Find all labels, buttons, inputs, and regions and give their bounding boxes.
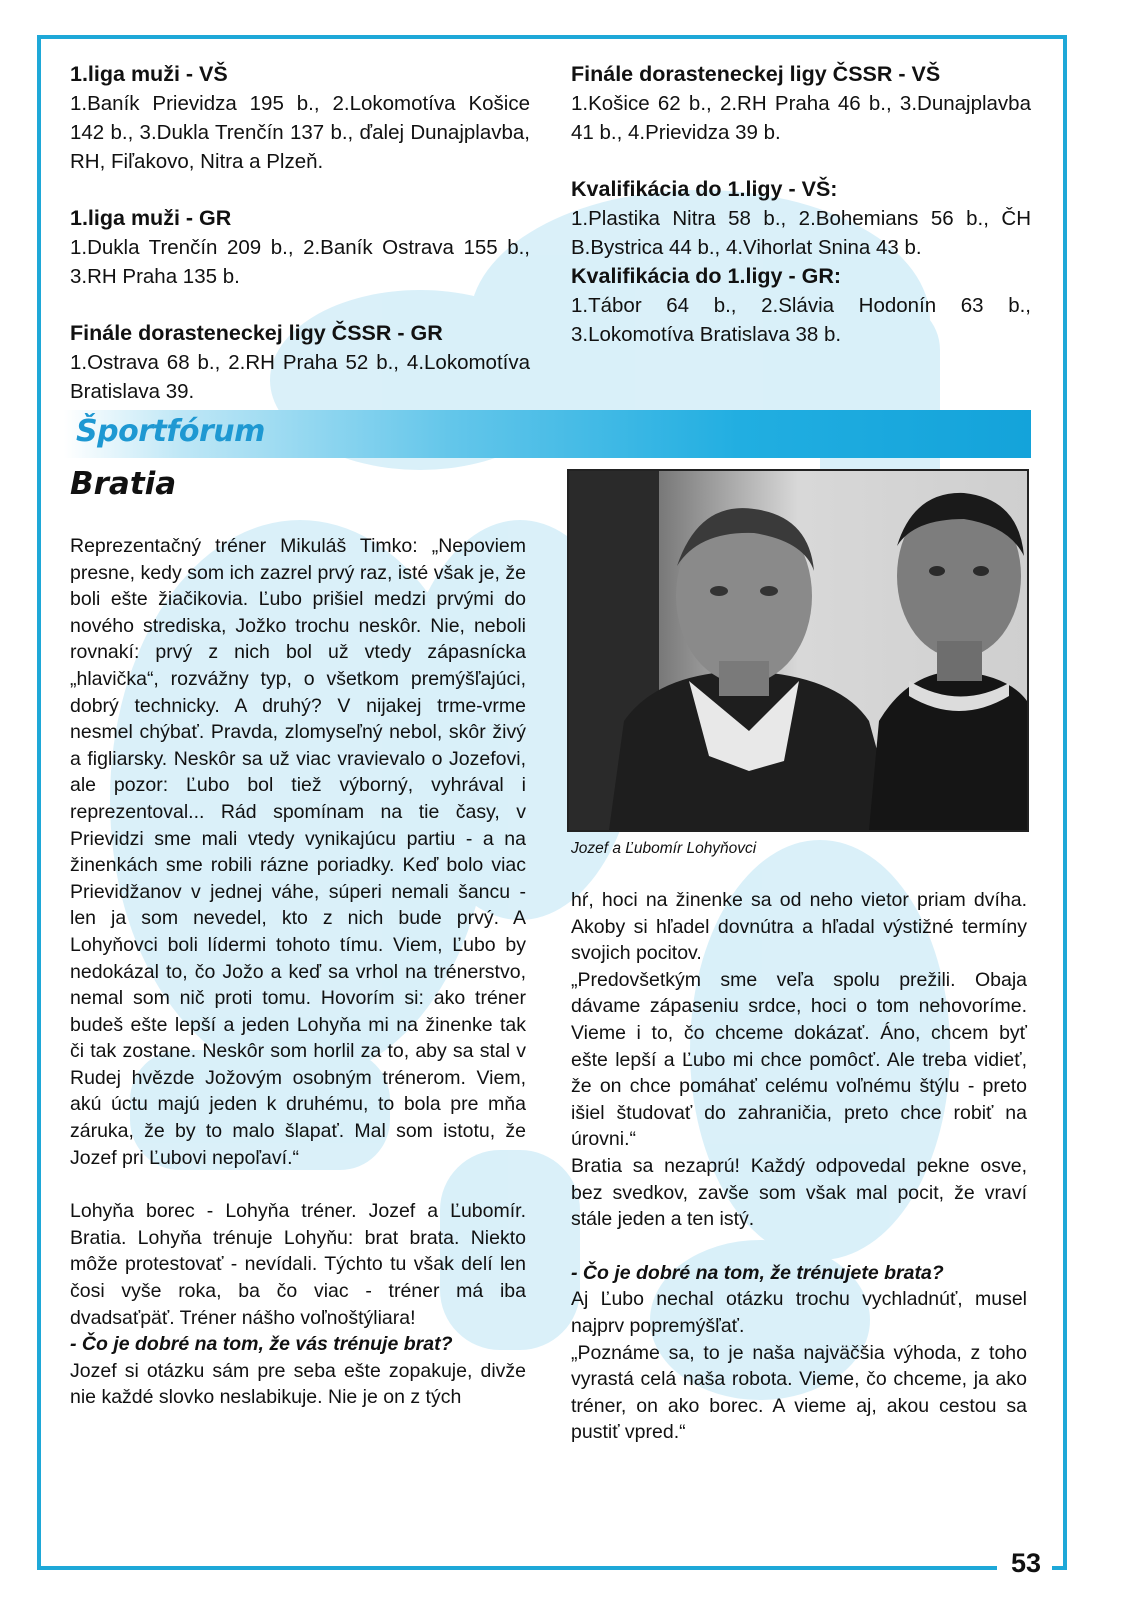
result-text: 1.Košice 62 b., 2.RH Praha 46 b., 3.Dunajplavba 41 b., 4.Prievidza 39 b.: [571, 92, 1031, 144]
article-paragraph: „Predovšetkým sme veľa spolu prežili. Obaja dávame zápaseniu srdce, hoci o tom nehovoríme. Vieme i to, čo chceme dokázať. Áno, chcem byť ešte lepší a Ľubo mi chce pomôcť. Ale treba vidieť, že on chce pomáhať celému voľnému štýlu - preto išiel študovať do zahraničia, preto chce robiť na úrovni.“: [571, 968, 1027, 1151]
interview-question: - Čo je dobré na tom, že trénujete brata?: [571, 1261, 944, 1284]
result-heading: 1.liga muži - GR: [70, 206, 232, 230]
article-title: Bratia: [70, 466, 177, 502]
brothers-photo: [567, 469, 1029, 832]
article-paragraph: Reprezentačný tréner Mikuláš Timko: „Nepoviem presne, kedy som ich zazrel prvý raz, isté však je, že boli ešte žiačikovia. Ľubo prišiel medzi prvými do nového strediska, Jožko trochu neskôr. Nie, neboli rovnakí: prvý z nich bol už vtedy zápasnícka „hlavička“, rozvážny typ, o všetkom premýšľajúci, dobrý technicky. A druhý? V nijakej trme-vrme nesmel chýbať. Pravda, zlomyseľný nebol, skôr živý a figliarsky. Neskôr sa už viac vravievalo o Jozefovi, ale pozor: Ľubo bol tiež výborný, vyhrával i reprezentoval... Rád spomínam na tie časy, v Prievidzi sme mali vtedy vynikajúcu partiu - a na žinenkách sme robili rázne poriadky. Keď bolo viac Prievidžanov v jednej váhe, súperi nemali šancu - len ja som nevedel, kto z nich bude prvý. A Lohyňovci boli lídermi tohoto tímu. Viem, Ľubo by nedokázal to, čo Jožo a keď sa vrhol na trénerstvo, nemal som nič proti tomu. Hovorím si: ako tréner budeš ešte lepší a jeden Lohyňa mi na žinenke tak či tak zostane. Neskôr som horlil za to, aby sa stal v Rudej hvězde Jožovým osobným trénerom. Viem, akú úctu majú jeden k druhému, to bola pre mňa záruka, že by to malo šlapať. Mal som istotu, že Jozef pri Ľubovi nepoľaví.“: [70, 535, 526, 1169]
section-label: Športfórum: [76, 414, 265, 449]
result-heading: Kvalifikácia do 1.ligy - GR:: [571, 264, 842, 288]
result-heading: Kvalifikácia do 1.ligy - VŠ:: [571, 177, 838, 201]
results-column-left: [70, 60, 530, 406]
article-column-right: [571, 887, 1027, 1446]
article-column-left: [70, 533, 526, 1411]
results-column-right: [571, 60, 1031, 349]
result-text: 1.Dukla Trenčín 209 b., 2.Baník Ostrava 155 b., 3.RH Praha 135 b.: [70, 236, 530, 288]
result-heading: Finále dorasteneckej ligy ČSSR - GR: [70, 321, 443, 345]
result-text: 1.Plastika Nitra 58 b., 2.Bohemians 56 b., ČH B.Bystrica 44 b., 4.Vihorlat Snina 43 b.: [571, 207, 1031, 259]
result-text: 1.Tábor 64 b., 2.Slávia Hodonín 63 b., 3.Lokomotíva Bratislava 38 b.: [571, 294, 1031, 346]
interview-question: - Čo je dobré na tom, že vás trénuje brat?: [70, 1333, 453, 1356]
article-paragraph: Aj Ľubo nechal otázku trochu vychladnúť, musel najprv popremýšľať.: [571, 1288, 1027, 1337]
article-paragraph: hŕ, hoci na žinenke sa od neho vietor priam dvíha. Akoby si hľadel dovnútra a hľadal výstižné termíny svojich pocitov.: [571, 889, 1027, 965]
article-paragraph: Jozef si otázku sám pre seba ešte zopakuje, divže nie každé slovko neslabikuje. Nie je on z tých: [70, 1359, 526, 1409]
result-heading: Finále dorasteneckej ligy ČSSR - VŠ: [571, 62, 941, 86]
article-paragraph: „Poznáme sa, to je naša najväčšia výhoda, z toho vyrastá celá naša robota. Vieme, čo chceme, ja ako tréner, on ako borec. A vieme aj, akou cestou sa pustiť vpred.“: [571, 1341, 1027, 1444]
page-number: 53: [1000, 1548, 1052, 1579]
result-heading: 1.liga muži - VŠ: [70, 62, 228, 86]
photo-image: [569, 471, 1027, 830]
result-text: 1.Ostrava 68 b., 2.RH Praha 52 b., 4.Lokomotíva Bratislava 39.: [70, 351, 530, 403]
article-paragraph: Lohyňa borec - Lohyňa tréner. Jozef a Ľubomír. Bratia. Lohyňa trénuje Lohyňu: brat brata. Niekto môže protestovať - nevídali. Týchto tu však delí len čosi vyše roka, ba čo viac - tréner má iba dvadsaťpäť. Tréner nášho voľnoštýliara!: [70, 1200, 526, 1329]
article-paragraph: Bratia sa nezaprú! Každý odpovedal pekne osve, bez svedkov, zavše som však mal pocit, že vraví stále jeden a ten istý.: [571, 1154, 1027, 1231]
bottom-rule-end: [1052, 1566, 1067, 1570]
photo-caption: Jozef a Ľubomír Lohyňovci: [571, 840, 757, 857]
section-banner: [64, 410, 1031, 458]
result-text: 1.Baník Prievidza 195 b., 2.Lokomotíva Košice 142 b., 3.Dukla Trenčín 137 b., ďalej Dunajplavba, RH, Fiľakovo, Nitra a Plzeň.: [70, 92, 530, 173]
bottom-rule: [37, 1566, 997, 1570]
